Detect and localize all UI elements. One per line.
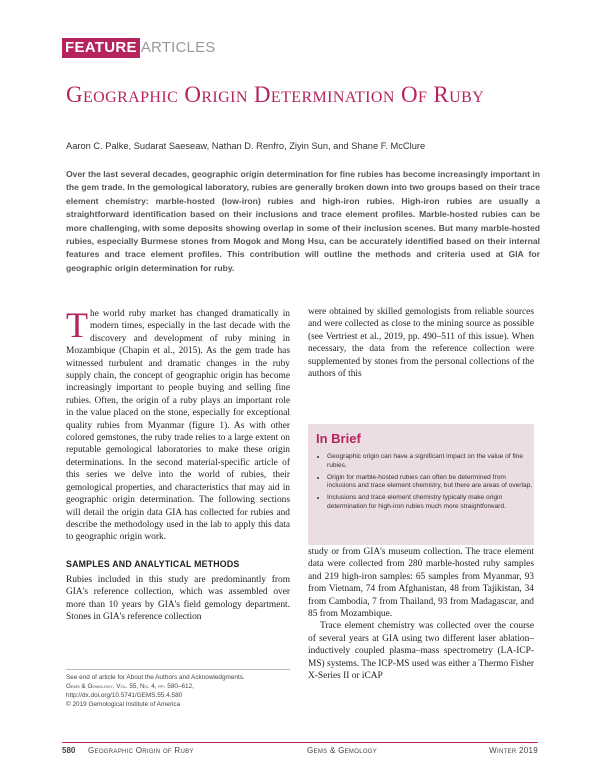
right-top-paragraph: were obtained by skilled gemologists from reliable sources and were collected as close to the mining source as possible (see Vertriest et al., 2019, pp. 490–511 of this issue). When necessary, the data from the reference collection were supplemented by stones from the personal collections of the authors of this bbox=[308, 307, 534, 380]
in-brief-item: • Origin for marble-hosted rubies can often be determined from inclusions and trace element chemistry, but there are areas of overlap. bbox=[327, 474, 535, 491]
body-column-left-top bbox=[66, 305, 290, 544]
section-articles-label: ARTICLES bbox=[140, 39, 216, 56]
footnote bbox=[66, 674, 292, 710]
footnote-authors-note: See end of article for About the Authors and Acknowledgments. bbox=[66, 674, 245, 681]
drop-cap: T bbox=[66, 305, 88, 345]
body-column-right-top bbox=[308, 306, 534, 380]
footer-divider bbox=[62, 742, 538, 743]
in-brief-box bbox=[308, 424, 534, 545]
footnote-divider bbox=[66, 669, 290, 670]
in-brief-item: • Inclusions and trace element chemistry typically make origin determination for high-iron rubies much more straightforward. bbox=[327, 494, 535, 511]
in-brief-list bbox=[316, 453, 535, 515]
footnote-copyright: © 2019 Gemological Institute of America bbox=[66, 700, 181, 708]
article-authors: Aaron C. Palke, Sudarat Saeseaw, Nathan D. Renfro, Ziyin Sun, and Shane F. McClure bbox=[66, 141, 426, 151]
section-feature-label: FEATURE bbox=[62, 38, 140, 58]
samples-paragraph: Rubies included in this study are predominantly from GIA's reference collection, which was assembled over more than 10 years by GIA's field gemology department. Stones in GIA's reference collection bbox=[66, 575, 290, 623]
page-footer bbox=[62, 746, 538, 760]
running-title: Geographic Origin of Ruby bbox=[88, 746, 194, 755]
footnote-citation: Gems & Gemology, Vol. 55, No. 4, pp. 580–612, bbox=[66, 682, 194, 690]
samples-section-heading: SAMPLES AND ANALYTICAL METHODS bbox=[66, 559, 240, 569]
in-brief-item: • Geographic origin can have a significant impact on the value of fine rubies. bbox=[327, 453, 535, 470]
issue-label: Winter 2019 bbox=[489, 746, 538, 755]
footnote-doi-link[interactable]: http://dx.doi.org/10.5741/GEMS.55.4.580 bbox=[66, 691, 183, 699]
journal-name: Gems & Gemology bbox=[307, 746, 378, 755]
article-abstract: Over the last several decades, geographic origin determination for fine rubies has become increasingly important in the gem trade. In the gemological laboratory, rubies are generally broken down into two groups based on their trace element chemistry: marble-hosted (low-iron) rubies and high-iron rubies. High-iron rubies are usually a straightforward identification based on their inclusions and trace element profiles. Marble-hosted rubies can be more challenging, with some deposits showing overlap in some of their inclusion scenes. But many marble-hosted rubies, especially Burmese stones from Mogok and Mong Hsu, can be accurately identified based on their internal features and trace element profiles. This contribution will outline the methods and criteria used at GIA for geographic origin determination for ruby. bbox=[66, 169, 540, 273]
intro-text: he world ruby market has changed dramatically in modern times, especially in the last decade with the discovery and development of ruby mining in Mozambique (Chapin et al., 2015). As the gem trade has witnessed turbulent and dramatic changes in the ruby supply chain, the concept of geographic origin has become increasingly important to people buying and selling fine rubies. Often, the origin of a ruby plays an important role in the value placed on the stone, especially for exceptional quality rubies from Myanmar (figure 1). As with other colored gemstones, the ruby trade relies to a large extent on reputable gemological laboratories to make these origin determinations. In the second material-specific article of this series we delve into the world of rubies, their gemological properties, and characteristics that may aid in geographic origin determination. The following sections will detail the origin data GIA has collected for rubies and describe the methodology used in the lab to apply this data to geographic origin work. bbox=[66, 309, 290, 543]
page-number: 580 bbox=[62, 746, 76, 755]
body-column-left-bottom bbox=[66, 574, 290, 624]
body-column-right-bottom bbox=[308, 546, 534, 682]
article-title: Geographic Origin Determination Of Ruby bbox=[66, 82, 485, 107]
section-label bbox=[62, 38, 216, 58]
intro-paragraph bbox=[66, 305, 290, 544]
in-brief-title: In Brief bbox=[316, 431, 361, 446]
right-bottom-paragraph-1: study or from GIA's museum collection. The trace element data were collected from 280 marble-hosted ruby samples and 219 high-iron samples: 65 samples from Myanmar, 93 from Vietnam, 74 from Afghanistan, 48 from Tajikistan, 34 from Cambodia, 7 from Thailand, 93 from Madagascar, and 85 from Mozambique. bbox=[308, 547, 534, 620]
right-bottom-paragraph-2: Trace element chemistry was collected over the course of several years at GIA using two different laser ablation–inductively coupled plasma–mass spectrometry (LA-ICP-MS) systems. The ICP-MS used was either a Thermo Fisher X-Series II or iCAP bbox=[308, 621, 534, 682]
